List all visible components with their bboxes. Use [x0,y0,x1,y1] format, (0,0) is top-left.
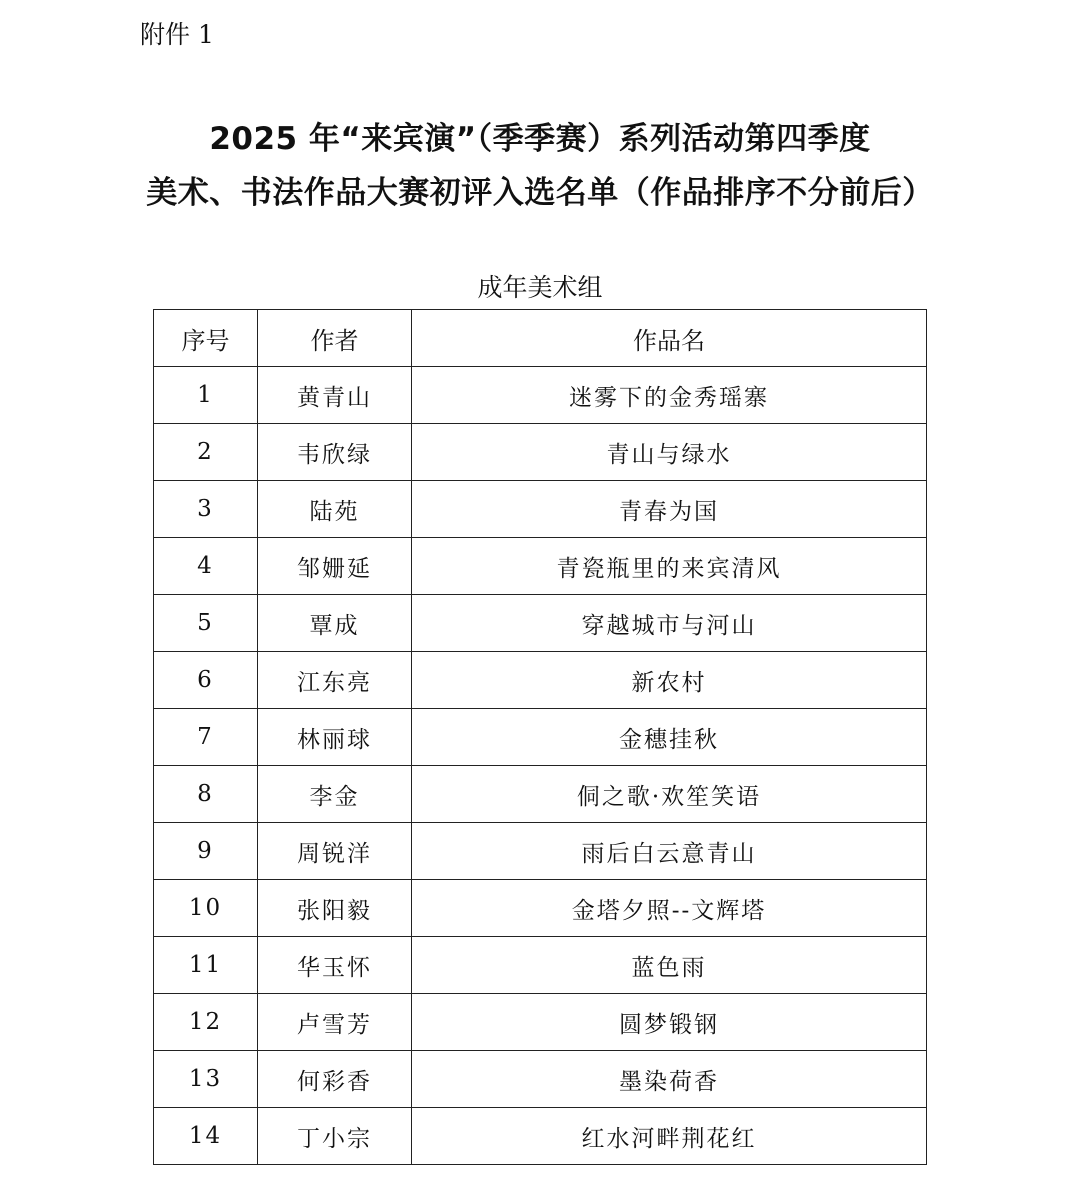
row-number: 14 [154,1108,258,1165]
row-author: 李金 [258,766,412,823]
table-row [154,823,927,880]
row-number: 8 [154,766,258,823]
row-author: 江东亮 [258,652,412,709]
row-work-title: 青春为国 [412,481,927,538]
row-number: 10 [154,880,258,937]
row-author: 韦欣绿 [258,424,412,481]
row-author: 丁小宗 [258,1108,412,1165]
row-author: 黄青山 [258,367,412,424]
row-author: 周锐洋 [258,823,412,880]
row-work-title: 雨后白云意青山 [412,823,927,880]
row-work-title: 圆梦锻钢 [412,994,927,1051]
row-number: 11 [154,937,258,994]
row-number: 4 [154,538,258,595]
table-row [154,709,927,766]
table-row [154,652,927,709]
table-row [154,595,927,652]
row-author: 林丽球 [258,709,412,766]
row-author: 华玉怀 [258,937,412,994]
table-row [154,424,927,481]
row-author: 卢雪芳 [258,994,412,1051]
table-row [154,481,927,538]
row-number: 6 [154,652,258,709]
row-number: 1 [154,367,258,424]
table-row [154,1108,927,1165]
row-work-title: 侗之歌·欢笙笑语 [412,766,927,823]
header-number: 序号 [154,310,258,367]
table-row [154,766,927,823]
row-number: 7 [154,709,258,766]
row-work-title: 红水河畔荆花红 [412,1108,927,1165]
title-line-1: 2025 年“来宾演”（季季赛）系列活动第四季度 [209,121,871,157]
row-number: 5 [154,595,258,652]
row-number: 12 [154,994,258,1051]
table-row [154,538,927,595]
table-row [154,937,927,994]
table-caption: 成年美术组 [477,273,603,302]
attachment-label: 附件 1 [140,20,214,49]
header-author: 作者 [258,310,412,367]
row-work-title: 金塔夕照--文辉塔 [412,880,927,937]
row-work-title: 穿越城市与河山 [412,595,927,652]
row-work-title: 青瓷瓶里的来宾清风 [412,538,927,595]
row-number: 9 [154,823,258,880]
row-author: 邹姗延 [258,538,412,595]
row-author: 何彩香 [258,1051,412,1108]
row-author: 覃成 [258,595,412,652]
document-title [0,112,1080,220]
header-work-title: 作品名 [412,310,927,367]
title-line-2: 美术、书法作品大赛初评入选名单（作品排序不分前后） [146,175,934,211]
row-author: 陆苑 [258,481,412,538]
row-work-title: 墨染荷香 [412,1051,927,1108]
row-work-title: 青山与绿水 [412,424,927,481]
table-row [154,1051,927,1108]
row-work-title: 迷雾下的金秀瑶寨 [412,367,927,424]
table-row [154,994,927,1051]
row-work-title: 蓝色雨 [412,937,927,994]
table-header-row [154,310,927,367]
row-work-title: 新农村 [412,652,927,709]
row-work-title: 金穗挂秋 [412,709,927,766]
selection-table [153,309,927,1165]
table-row [154,880,927,937]
row-number: 3 [154,481,258,538]
row-number: 2 [154,424,258,481]
table-row [154,367,927,424]
row-number: 13 [154,1051,258,1108]
row-author: 张阳毅 [258,880,412,937]
